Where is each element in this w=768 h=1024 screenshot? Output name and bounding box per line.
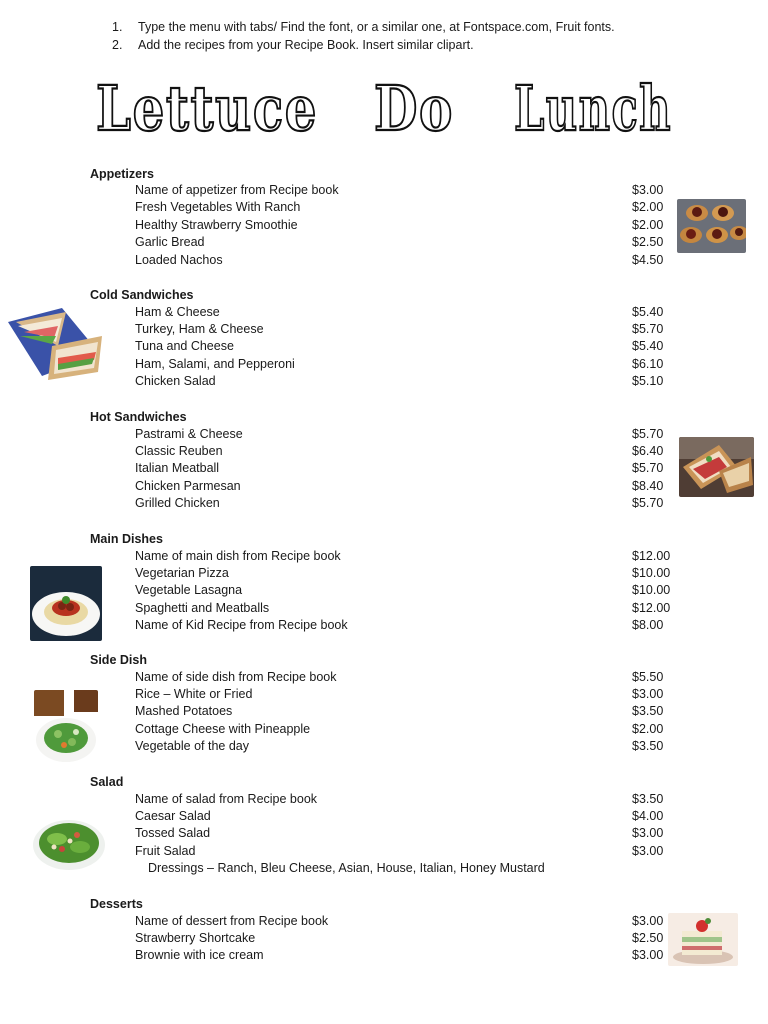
menu-item (135, 304, 675, 321)
item-name: Tossed Salad (135, 826, 211, 841)
item-price: $10.00 (632, 583, 671, 598)
menu-item (135, 182, 675, 199)
menu-item (135, 808, 675, 825)
menu-item (135, 234, 675, 251)
item-name: Vegetarian Pizza (135, 565, 229, 580)
item-name: Name of Kid Recipe from Recipe book (135, 618, 348, 633)
item-name: Caesar Salad (135, 808, 211, 823)
dressings-note: Dressings – Ranch, Bleu Cheese, Asian, House, Italian, Honey Mustard (148, 861, 545, 876)
item-name: Name of main dish from Recipe book (135, 548, 341, 563)
menu-item (135, 791, 675, 808)
menu-item (135, 548, 675, 565)
item-name: Brownie with ice cream (135, 948, 264, 963)
instructions-list (112, 18, 732, 54)
item-price: $8.00 (632, 618, 664, 633)
item-price: $6.10 (632, 356, 664, 371)
item-name: Healthy Strawberry Smoothie (135, 217, 298, 232)
menu-item (135, 703, 675, 720)
menu-title-word-3 (514, 70, 678, 145)
menu-item (135, 321, 675, 338)
item-price: $5.70 (632, 426, 664, 441)
item-name: Mashed Potatoes (135, 704, 233, 719)
item-price: $3.00 (632, 686, 664, 701)
item-price: $2.50 (632, 930, 664, 945)
item-price: $5.10 (632, 374, 664, 389)
item-name: Italian Meatball (135, 461, 220, 476)
item-name: Name of salad from Recipe book (135, 791, 318, 806)
item-name: Rice – White or Fried (135, 686, 253, 701)
menu-item (135, 825, 675, 842)
appetizer-photo (677, 199, 746, 253)
instruction-text: Type the menu with tabs/ Find the font, or a similar one, at Fontspace.com, Fruit fonts. (138, 20, 615, 34)
item-name: Loaded Nachos (135, 252, 223, 267)
title-word-1-text: Lettuce (96, 72, 318, 145)
item-price: $8.40 (632, 478, 664, 493)
item-price: $10.00 (632, 565, 671, 580)
menu-item (135, 930, 675, 947)
item-price: $3.00 (632, 948, 664, 963)
item-price: $3.50 (632, 739, 664, 754)
item-price: $2.50 (632, 235, 664, 250)
item-name: Strawberry Shortcake (135, 930, 256, 945)
item-name: Fruit Salad (135, 843, 196, 858)
item-price: $5.50 (632, 669, 664, 684)
menu-item (135, 913, 675, 930)
menu-title-word-1 (96, 70, 326, 145)
section-title-desserts: Desserts (90, 897, 143, 911)
menu-item (135, 373, 675, 390)
section-title-cold-sandwiches: Cold Sandwiches (90, 288, 194, 302)
menu-item (135, 356, 675, 373)
menu-title-word-2 (374, 70, 458, 145)
item-name: Vegetable Lasagna (135, 583, 243, 598)
menu-item (135, 199, 675, 216)
item-price: $2.00 (632, 217, 664, 232)
cake-photo (668, 913, 738, 966)
item-name: Pastrami & Cheese (135, 426, 243, 441)
menu-item (135, 582, 675, 599)
item-name: Fresh Vegetables With Ranch (135, 200, 301, 215)
item-name: Chicken Salad (135, 374, 216, 389)
item-price: $4.00 (632, 808, 664, 823)
section-title-appetizers: Appetizers (90, 167, 154, 181)
menu-item (135, 669, 675, 686)
item-price: $5.70 (632, 321, 664, 336)
section-title-hot-sandwiches: Hot Sandwiches (90, 410, 187, 424)
item-name: Chicken Parmesan (135, 478, 241, 493)
item-name: Garlic Bread (135, 235, 205, 250)
item-price: $5.40 (632, 339, 664, 354)
instruction-number: 1. (112, 20, 123, 34)
item-price: $5.70 (632, 461, 664, 476)
item-price: $3.00 (632, 843, 664, 858)
item-price: $12.00 (632, 548, 671, 563)
item-price: $3.50 (632, 791, 664, 806)
instruction-text: Add the recipes from your Recipe Book. Insert similar clipart. (138, 38, 474, 52)
menu-item (135, 460, 675, 477)
item-name: Ham & Cheese (135, 304, 220, 319)
instruction-item (112, 36, 732, 54)
spaghetti-photo (30, 566, 102, 641)
item-name: Vegetable of the day (135, 739, 249, 754)
instruction-item (112, 18, 732, 36)
item-price: $3.00 (632, 913, 664, 928)
section-title-side-dish: Side Dish (90, 653, 147, 667)
section-title-main-dishes: Main Dishes (90, 532, 163, 546)
item-price: $2.00 (632, 200, 664, 215)
menu-item (135, 252, 675, 269)
menu-item (135, 947, 675, 964)
item-name: Grilled Chicken (135, 496, 220, 511)
section-title-salad: Salad (90, 775, 124, 789)
menu-item (135, 617, 675, 634)
item-price: $2.00 (632, 721, 664, 736)
item-name: Name of appetizer from Recipe book (135, 183, 339, 197)
item-name: Turkey, Ham & Cheese (135, 321, 264, 336)
item-price: $3.00 (632, 183, 664, 197)
menu-item (135, 338, 675, 355)
item-name: Name of side dish from Recipe book (135, 669, 337, 684)
item-price: $12.00 (632, 600, 671, 615)
hot-sandwich-photo (679, 437, 754, 497)
item-price: $5.70 (632, 496, 664, 511)
title-word-2-text: Do (374, 72, 454, 145)
menu-item (135, 443, 675, 460)
menu-item (135, 495, 675, 512)
sandwich-photo (2, 306, 116, 386)
item-name: Tuna and Cheese (135, 339, 234, 354)
menu-item (135, 738, 675, 755)
item-name: Ham, Salami, and Pepperoni (135, 356, 295, 371)
instruction-number: 2. (112, 38, 123, 52)
item-price: $4.50 (632, 252, 664, 267)
title-word-3-text: Lunch (514, 72, 672, 145)
item-name: Name of dessert from Recipe book (135, 913, 329, 928)
menu-item (135, 721, 675, 738)
item-price: $5.40 (632, 304, 664, 319)
menu-item (135, 600, 675, 617)
item-price: $6.40 (632, 443, 664, 458)
item-name: Spaghetti and Meatballs (135, 600, 270, 615)
item-name: Classic Reuben (135, 443, 223, 458)
item-price: $3.00 (632, 826, 664, 841)
menu-item (135, 686, 675, 703)
vegetable-side-photo (34, 690, 98, 764)
menu-item (135, 478, 675, 495)
menu-item (135, 843, 675, 860)
salad-photo (32, 813, 107, 872)
item-price: $3.50 (632, 704, 664, 719)
menu-item (135, 565, 675, 582)
menu-item (135, 217, 675, 234)
menu-item (135, 426, 675, 443)
item-name: Cottage Cheese with Pineapple (135, 721, 311, 736)
